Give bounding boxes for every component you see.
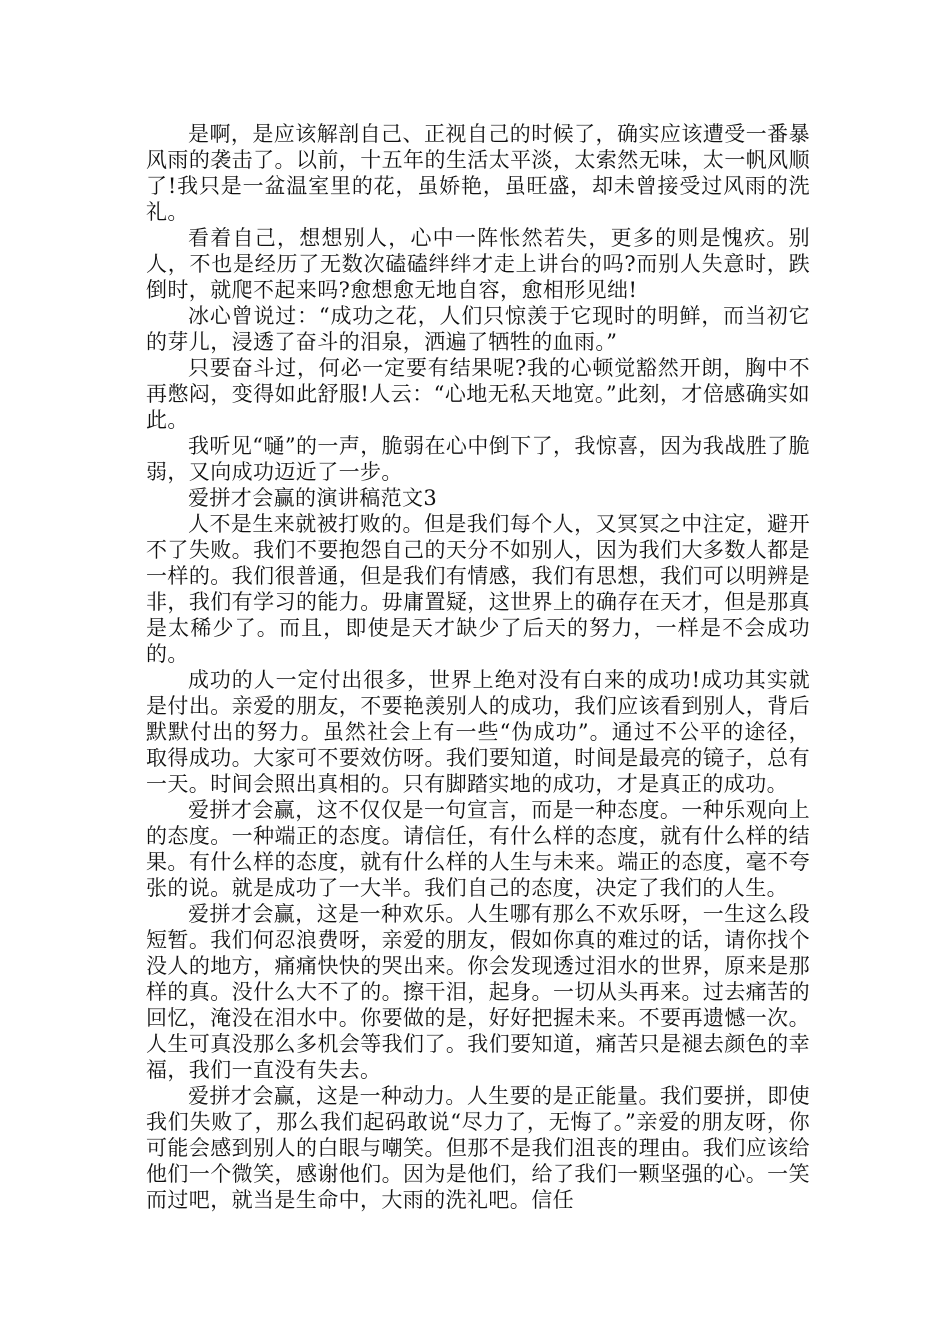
paragraph: 人不是生来就被打败的。但是我们每个人，又冥冥之中注定，避开不了失败。我们不要抱怨自己的天分不如别人，因为我们大多数人都是一样的。我们很普通，但是我们有情感，我们有思想，我们可以明辨是非，我们有学习的能力。毋庸置疑，这世界上的确存在天才，但是那真是太稀少了。而且，即使是天才缺少了后天的努力，一样是不会成功的。 [146, 512, 810, 666]
paragraph: 我听见“嗵”的一声，脆弱在心中倒下了，我惊喜，因为我战胜了脆弱，又向成功迈近了一步。 [146, 434, 810, 484]
paragraph: 只要奋斗过，何必一定要有结果呢?我的心顿觉豁然开朗，胸中不再憋闷，变得如此舒服!人云：“心地无私天地宽。”此刻，才倍感确实如此。 [146, 356, 810, 432]
paragraph: 冰心曾说过：“成功之花，人们只惊羡于它现时的明鲜，而当初它的芽儿，浸透了奋斗的泪泉，洒遍了牺牲的血雨。” [146, 304, 810, 354]
paragraph: 爱拼才会赢，这是一种欢乐。人生哪有那么不欢乐呀，一生这么段短暂。我们何忍浪费呀，亲爱的朋友，假如你真的难过的话，请你找个没人的地方，痛痛快快的哭出来。你会发现透过泪水的世界，原来是那样的真。没什么大不了的。擦干泪，起身。一切从头再来。过去痛苦的回忆，淹没在泪水中。你要做的是，好好把握未来。不要再遗憾一次。人生可真没那么多机会等我们了。我们要知道，痛苦只是褪去颜色的幸福，我们一直没有失去。 [146, 902, 810, 1082]
paragraph: 看着自己，想想别人，心中一阵怅然若失，更多的则是愧疚。别人，不也是经历了无数次磕磕绊绊才走上讲台的吗?而别人失意时，跌倒时，就爬不起来吗?愈想愈无地自容，愈相形见绌! [146, 226, 810, 302]
paragraph: 成功的人一定付出很多，世界上绝对没有白来的成功!成功其实就是付出。亲爱的朋友，不要艳羡别人的成功，我们应该看到别人，背后默默付出的努力。虽然社会上有一些“伪成功”。通过不公平的途径，取得成功。大家可不要效仿呀。我们要知道，时间是最亮的镜子，总有一天。时间会照出真相的。只有脚踏实地的成功，才是真正的成功。 [146, 668, 810, 796]
paragraph: 爱拼才会赢，这不仅仅是一句宣言，而是一种态度。一种乐观向上的态度。一种端正的态度。请信任，有什么样的态度，就有什么样的结果。有什么样的态度，就有什么样的人生与未来。端正的态度，毫不夸张的说。就是成功了一大半。我们自己的态度，决定了我们的人生。 [146, 798, 810, 900]
document-body [146, 121, 810, 1213]
section-heading: 爱拼才会赢的演讲稿范文3 [188, 486, 438, 510]
paragraph: 是啊，是应该解剖自己、正视自己的时候了，确实应该遭受一番暴风雨的袭击了。以前，十五年的生活太平淡，太索然无味，太一帆风顺了!我只是一盆温室里的花，虽娇艳，虽旺盛，却未曾接受过风雨的洗礼。 [146, 122, 810, 224]
paragraph: 爱拼才会赢，这是一种动力。人生要的是正能量。我们要拼，即使我们失败了，那么我们起码敢说“尽力了，无悔了。”亲爱的朋友呀，你可能会感到别人的白眼与嘲笑。但那不是我们沮丧的理由。我们应该给他们一个微笑，感谢他们。因为是他们，给了我们一颗坚强的心。一笑而过吧，就当是生命中，大雨的洗礼吧。信任 [146, 1084, 810, 1212]
